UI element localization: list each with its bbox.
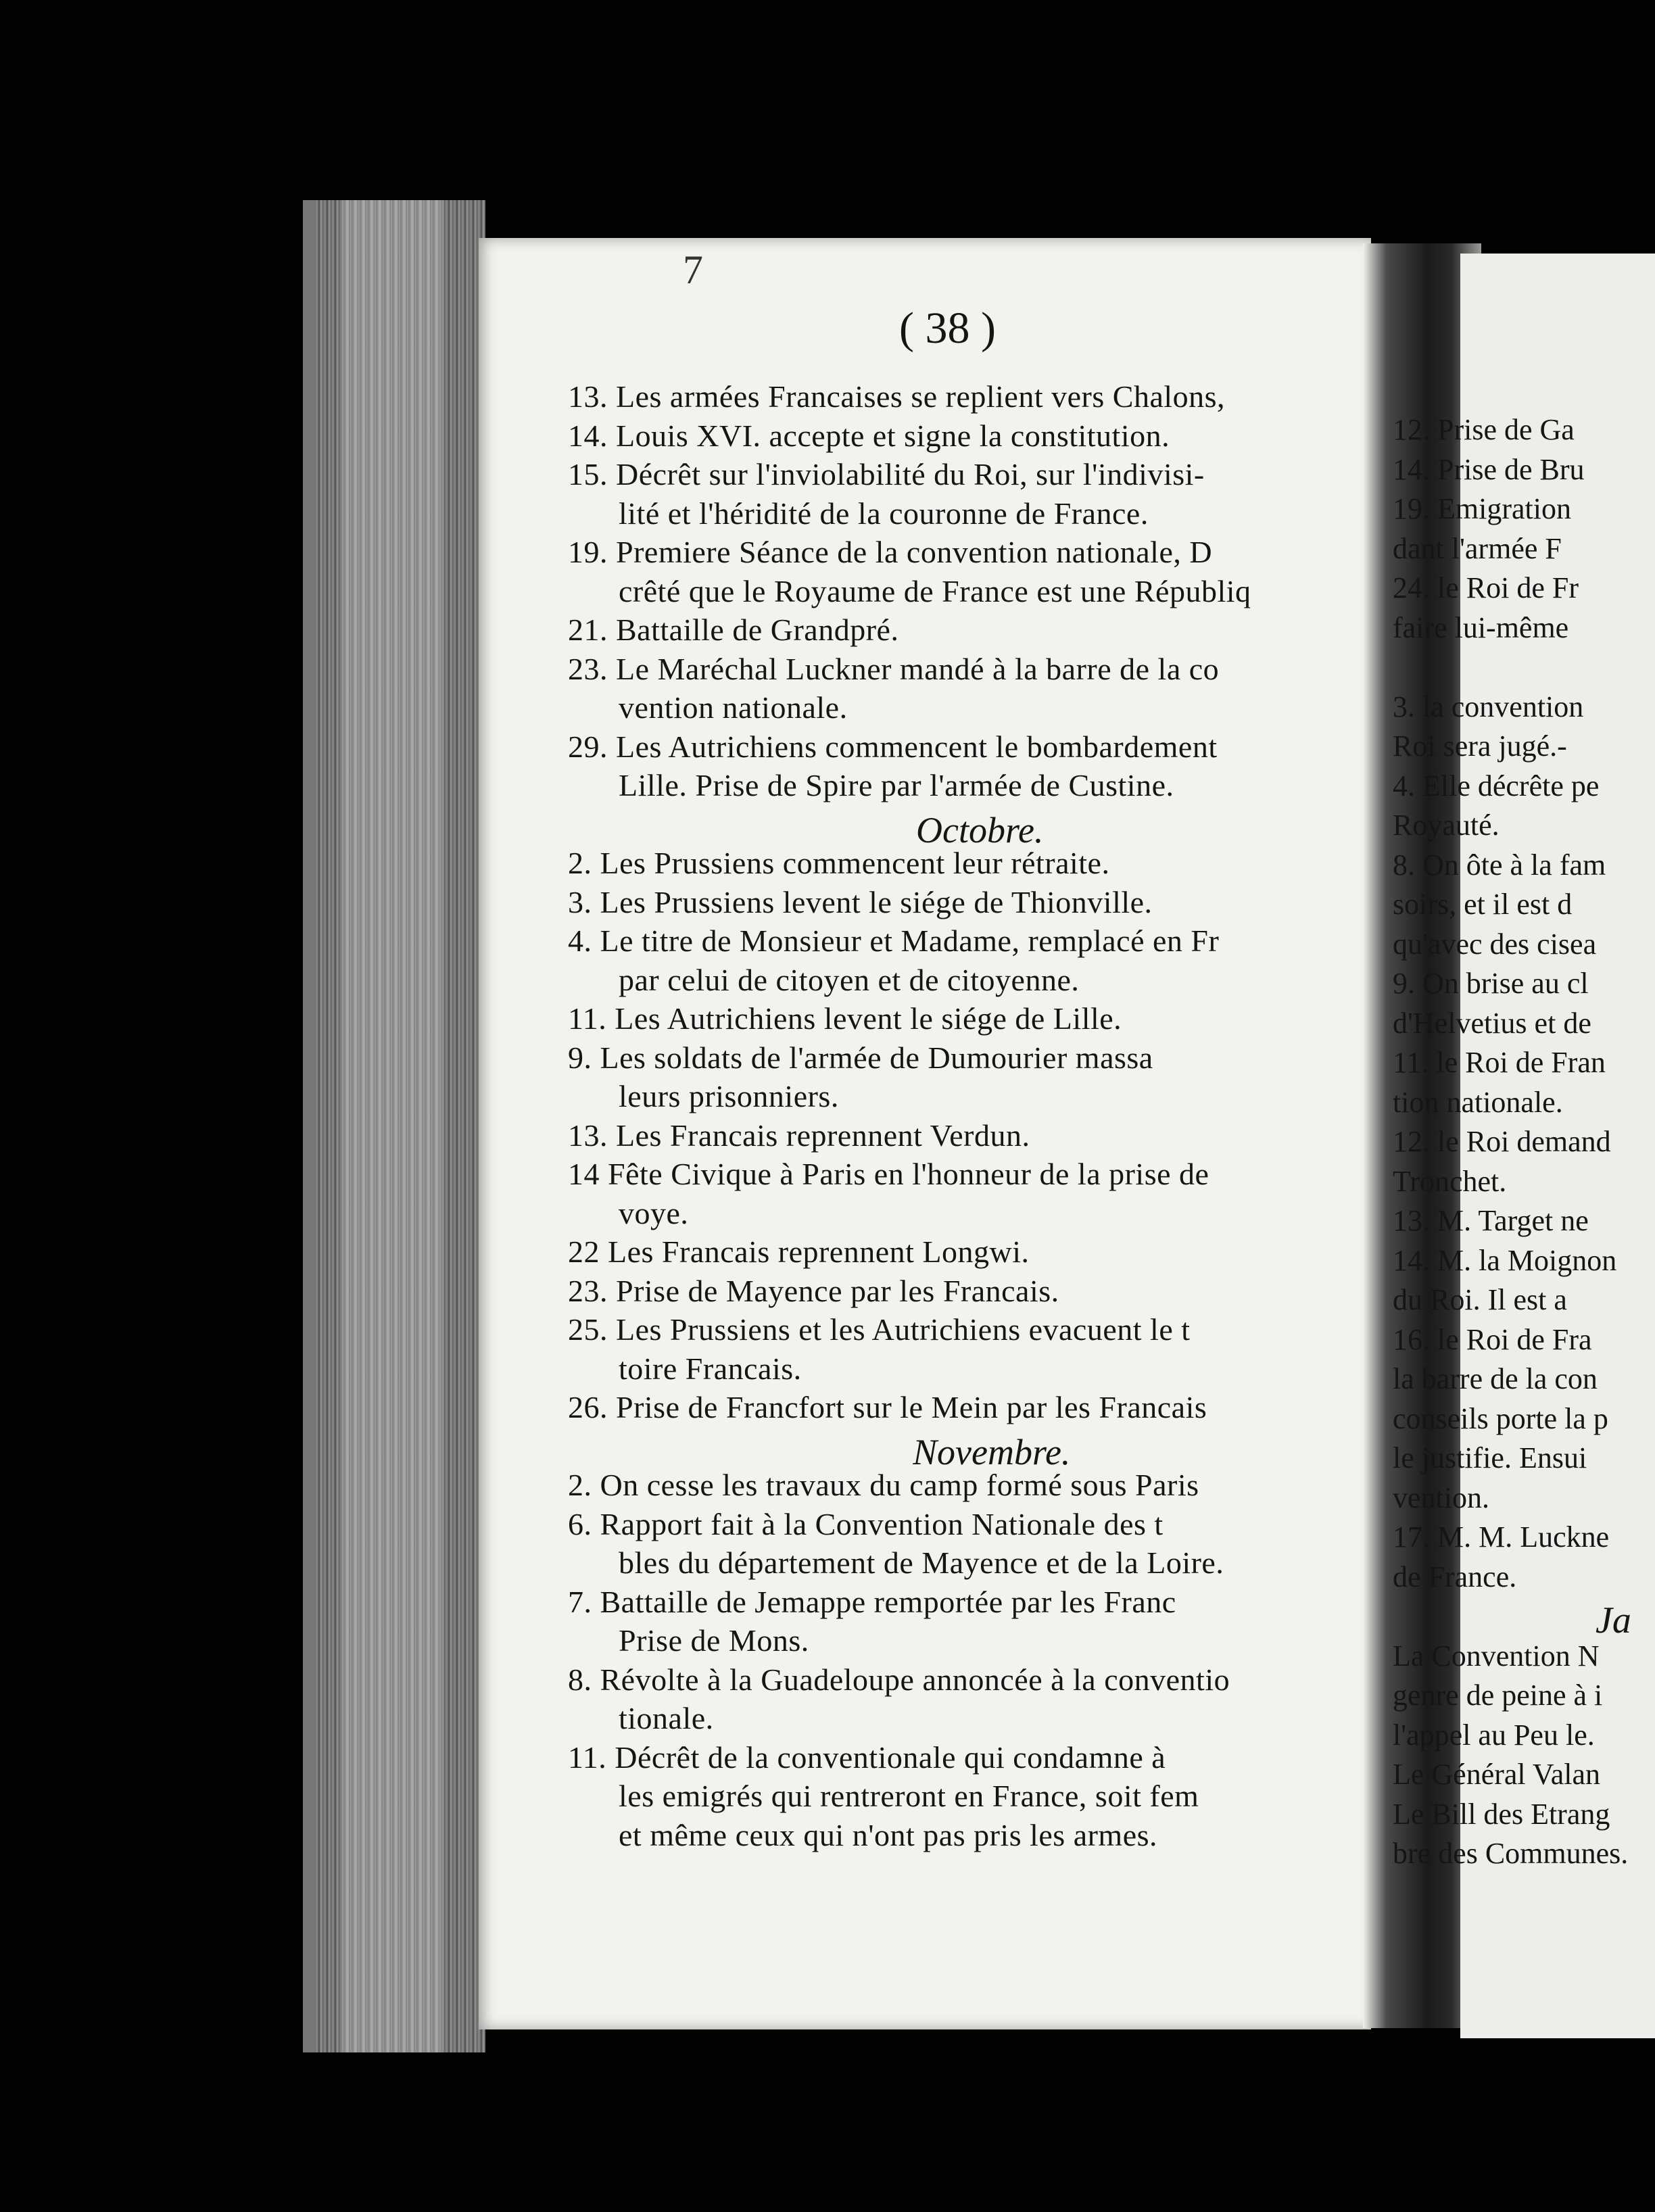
right-page-line: 3. la convention	[1393, 690, 1584, 723]
page-number: ( 38 )	[899, 304, 996, 353]
right-page-line: 12. Prise de Ga	[1393, 413, 1575, 446]
entry-line: 13. Les armées Francaises se replient vers Chalons,	[568, 379, 1226, 414]
right-page-line: Tronchet.	[1393, 1164, 1507, 1198]
entry-continuation: leurs prisonniers.	[619, 1079, 839, 1113]
right-page-line: Le Général Valan	[1393, 1758, 1601, 1791]
entry-continuation: par celui de citoyen et de citoyenne.	[619, 962, 1080, 997]
entry-line: 15. Décrêt sur l'inviolabilité du Roi, sur l'indivisi-	[568, 457, 1205, 491]
right-page-line: du Roi. Il est a	[1393, 1283, 1567, 1316]
right-page-line: Royauté.	[1393, 809, 1500, 842]
right-page-line: soirs, et il est d	[1393, 888, 1573, 921]
entry-line: 22 Les Francais reprennent Longwi.	[568, 1234, 1030, 1269]
margin-mark: 7	[683, 247, 703, 292]
right-page-line: dant l'armée F	[1393, 531, 1562, 565]
entry-continuation: voye.	[619, 1195, 689, 1230]
entry-continuation: vention nationale.	[619, 690, 848, 725]
right-page-line: 19. Emigration	[1393, 492, 1571, 525]
entry-line: 23. Le Maréchal Luckner mandé à la barre de la co	[568, 651, 1220, 686]
entry-continuation: Lille. Prise de Spire par l'armée de Custine.	[619, 768, 1174, 802]
right-page-line: 11. le Roi de Fran	[1393, 1046, 1606, 1079]
entry-line: 23. Prise de Mayence par les Francais.	[568, 1273, 1059, 1308]
entry-continuation: tionale.	[619, 1701, 714, 1735]
right-page-line: Le Bill des Etrang	[1393, 1797, 1610, 1831]
entry-line: 2. Les Prussiens commencent leur rétraite.	[568, 846, 1110, 880]
entry-continuation: les emigrés qui rentreront en France, soit fem	[619, 1779, 1199, 1813]
entry-line: 13. Les Francais reprennent Verdun.	[568, 1117, 1030, 1153]
month-heading: Octobre.	[916, 809, 1044, 850]
right-page-line: 17. M. M. Luckne	[1393, 1520, 1610, 1554]
right-page-line: 4. Elle décrête pe	[1393, 769, 1600, 802]
entry-line: 14. Louis XVI. accepte et signe la constitution.	[568, 418, 1170, 453]
entry-line: 4. Le titre de Monsieur et Madame, remplacé en Fr	[568, 923, 1220, 958]
entry-line: 25. Les Prussiens et les Autrichiens evacuent le t	[568, 1312, 1191, 1347]
right-page-line: bre des Communes.	[1393, 1837, 1629, 1870]
right-page-line: 8. On ôte à la fam	[1393, 848, 1606, 882]
entry-line: 11. Décrêt de la conventionale qui condamne à	[568, 1739, 1166, 1775]
right-page-line: faire lui-même	[1393, 610, 1569, 644]
right-page-line: conseils porte la p	[1393, 1401, 1608, 1435]
entry-line: 6. Rapport fait à la Convention Nationale des t	[568, 1506, 1164, 1541]
right-page-line: 24. le Roi de Fr	[1393, 571, 1579, 604]
entry-continuation: et même ceux qui n'ont pas pris les armes.	[619, 1817, 1158, 1852]
right-page-line: vention.	[1393, 1481, 1489, 1514]
right-page-line: la barre de la con	[1393, 1362, 1598, 1395]
right-page-line: 13. M. Target ne	[1393, 1204, 1589, 1237]
entry-line: 29. Les Autrichiens commencent le bombardement	[568, 729, 1218, 764]
right-page-text	[1379, 243, 1655, 2042]
right-page-line: de France.	[1393, 1560, 1517, 1593]
right-page-line: d'Helvetius et de	[1393, 1006, 1591, 1040]
entry-line: 3. Les Prussiens levent le siége de Thionville.	[568, 884, 1153, 919]
entry-line: 2. On cesse les travaux du camp formé sous Paris	[568, 1468, 1199, 1502]
entry-line: 21. Battaille de Grandpré.	[568, 612, 899, 647]
right-page-line: genre de peine à i	[1393, 1679, 1603, 1712]
right-page-line: Ja	[1596, 1600, 1631, 1641]
right-page-line: tion nationale.	[1393, 1085, 1563, 1119]
right-page-line: 16. le Roi de Fra	[1393, 1322, 1592, 1356]
entry-line: 9. Les soldats de l'armée de Dumourier massa	[568, 1040, 1153, 1075]
page-edges	[303, 200, 485, 2052]
right-page-line: La Convention N	[1393, 1639, 1600, 1673]
right-page-line: Roi sera jugé.-	[1393, 729, 1567, 763]
entry-line: 14 Fête Civique à Paris en l'honneur de la prise de	[568, 1157, 1209, 1191]
entry-line: 7. Battaille de Jemappe remportée par les Franc	[568, 1584, 1176, 1619]
entry-line: 26. Prise de Francfort sur le Mein par les Francais	[568, 1390, 1207, 1424]
entry-line: 8. Révolte à la Guadeloupe annoncée à la conventio	[568, 1662, 1230, 1697]
right-page-line: 14. Prise de Bru	[1393, 452, 1585, 486]
right-page-line: l'appel au Peu le.	[1393, 1718, 1595, 1752]
entry-continuation: crêté que le Royaume de France est une Républiq	[619, 573, 1251, 608]
entry-continuation: Prise de Mons.	[619, 1623, 809, 1658]
entry-continuation: bles du département de Mayence et de la Loire.	[619, 1545, 1224, 1580]
month-heading: Novembre.	[913, 1431, 1071, 1472]
entry-line: 11. Les Autrichiens levent le siége de Lille.	[568, 1001, 1122, 1036]
right-page-line: qu'avec des cisea	[1393, 927, 1597, 961]
page-edges-highlight	[342, 200, 443, 2052]
entry-continuation: lité et l'héridité de la couronne de France.	[619, 496, 1149, 531]
right-page-line: 14. M. la Moignon	[1393, 1243, 1617, 1277]
right-page-line: le justifie. Ensui	[1393, 1441, 1587, 1474]
right-page-line: 9. On brise au cl	[1393, 967, 1589, 1000]
right-page-line: 12. le Roi demand	[1393, 1125, 1611, 1158]
entry-line: 19. Premiere Séance de la convention nationale, D	[568, 535, 1213, 569]
entry-continuation: toire Francais.	[619, 1351, 802, 1386]
